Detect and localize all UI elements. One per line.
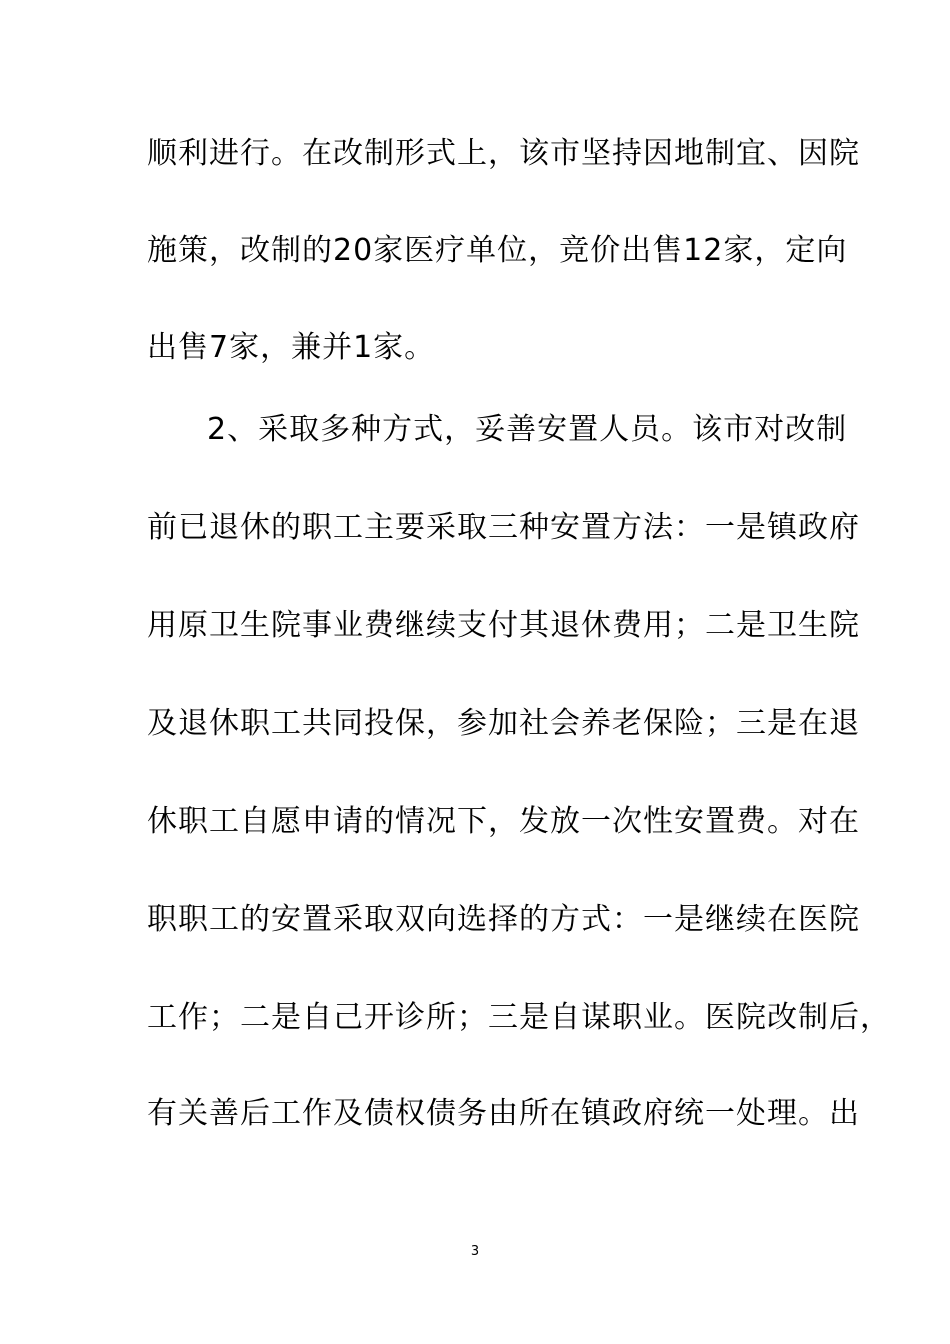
text-line: 职职工的安置采取双向选择的方式：一是继续在医院 — [147, 902, 860, 937]
text-line: 用原卫生院事业费继续支付其退休费用；二是卫生院 — [147, 608, 860, 643]
text-line: 工作；二是自己开诊所；三是自谋职业。医院改制后， — [147, 1000, 891, 1035]
text-line: 前已退休的职工主要采取三种安置方法：一是镇政府 — [147, 510, 860, 545]
paragraph-first-line: 2、采取多种方式，妥善安置人员。该市对改制 — [207, 412, 848, 447]
page-number: 3 — [470, 1244, 480, 1259]
text-line: 施策，改制的20家医疗单位，竞价出售12家，定向 — [147, 233, 848, 268]
text-line: 有关善后工作及债权债务由所在镇政府统一处理。出 — [147, 1096, 860, 1131]
text-line: 出售7家，兼并1家。 — [147, 330, 436, 365]
text-line: 休职工自愿申请的情况下，发放一次性安置费。对在 — [147, 804, 860, 839]
text-line: 顺利进行。在改制形式上，该市坚持因地制宜、因院 — [147, 136, 860, 171]
text-line: 及退休职工共同投保，参加社会养老保险；三是在退 — [147, 706, 860, 741]
